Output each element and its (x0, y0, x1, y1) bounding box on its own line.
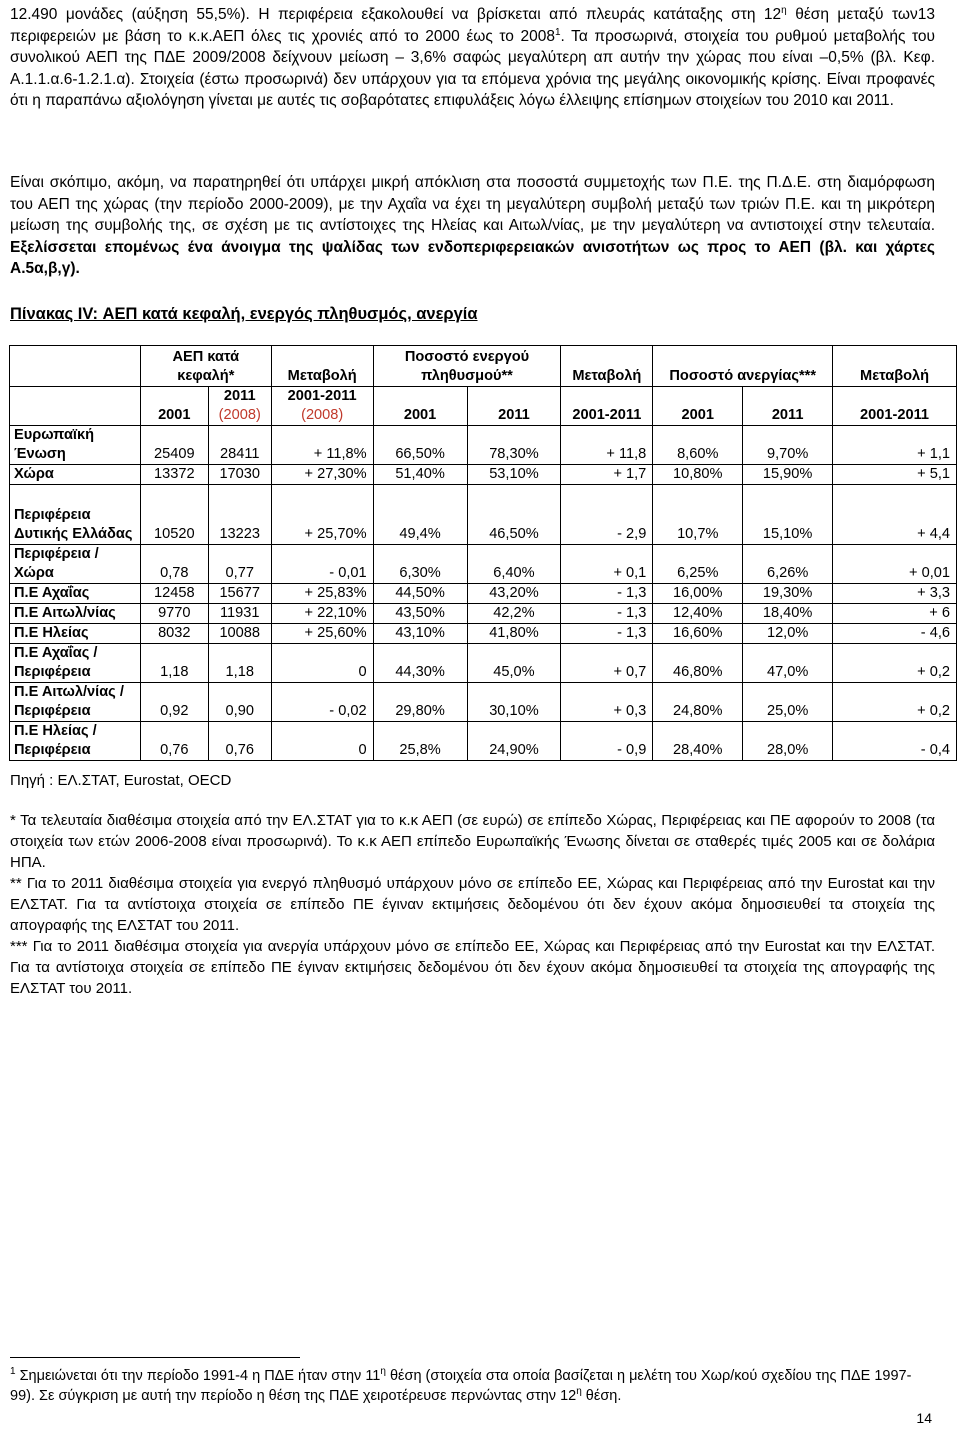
header-year-note: (2008) (218, 407, 261, 423)
table-notes (10, 810, 935, 999)
table-cell: - 0,02 (271, 683, 373, 722)
paragraph-gdp-ranking (10, 4, 935, 112)
row-label: Π.Ε Αχαΐας / Περιφέρεια (10, 644, 141, 683)
table-row (10, 624, 957, 644)
table-cell: 10,7% (653, 485, 743, 545)
table-cell: 43,20% (467, 584, 561, 604)
table-cell: 0,77 (208, 545, 271, 584)
header-year: 2011 (743, 387, 833, 426)
table-cell: - 1,3 (561, 624, 653, 644)
header-year-text: 2011 (223, 388, 256, 404)
header-change: Μεταβολή (561, 346, 653, 387)
table-cell: 44,30% (373, 644, 467, 683)
note-active-population: ** Για το 2011 διαθέσιμα στοιχεία για ενεργό πληθυσμό υπάρχουν μόνο σε επίπεδο ΕΕ, Χώρας και Περιφέρειας από την Eurostat και την ΕΛΣΤΑΤ. Για τα αντίστοιχα στοιχεία σε επίπεδο ΠΕ έγιναν εκτιμήσεις δεδομένου ότι δεν έχουν ακόμα δημοσιευθεί τα στοιχεία της απογραφής της ΕΛΣΤΑΤ του 2011. (10, 875, 935, 934)
table-cell: + 0,2 (833, 644, 957, 683)
table-cell: + 22,10% (271, 604, 373, 624)
table-cell: 15,10% (743, 485, 833, 545)
table-cell: 24,90% (467, 722, 561, 761)
table-cell: + 25,83% (271, 584, 373, 604)
header-empty (10, 387, 141, 426)
note-unemployment: *** Για το 2011 διαθέσιμα στοιχεία για ανεργία υπάρχουν μόνο σε επίπεδο ΕΕ, Χώρας και Περιφέρειας από την Eurostat και την ΕΛΣΤΑΤ. Για τα αντίστοιχα στοιχεία σε επίπεδο ΠΕ έγιναν εκτιμήσεις δεδομένου ότι δεν έχουν ακόμα δημοσιευθεί τα στοιχεία της απογραφής της ΕΛΣΤΑΤ του 2011. (10, 938, 935, 997)
table-cell: 0 (271, 722, 373, 761)
table-cell: + 0,1 (561, 545, 653, 584)
data-table (9, 345, 957, 761)
table-row (10, 485, 957, 545)
superscript: η (380, 1366, 386, 1378)
table-cell: - 1,3 (561, 604, 653, 624)
table-cell: + 1,1 (833, 426, 957, 465)
row-label: Π.Ε Αιτωλ/νίας (10, 604, 141, 624)
footnote-ref[interactable]: 1 (554, 26, 561, 38)
table-cell: + 25,60% (271, 624, 373, 644)
superscript: η (781, 4, 787, 16)
table-body (10, 426, 957, 761)
text-span: θέση μεταξύ των13 περιφερειών με βάση το κ.κ.ΑΕΠ όλες τις χρονιές από το 2000 έως το 2008 (10, 6, 935, 45)
table-cell: + 1,7 (561, 465, 653, 485)
header-period-text: 2001-2011 (287, 388, 357, 404)
table-cell: - 4,6 (833, 624, 957, 644)
text-span: . (560, 27, 565, 45)
header-gdp-per-capita: ΑΕΠ κατά κεφαλή* (140, 346, 271, 387)
table-source: Πηγή : ΕΛ.ΣΤΑΤ, Eurostat, OECD (10, 772, 232, 789)
table-cell: 1,18 (208, 644, 271, 683)
table-cell: 6,25% (653, 545, 743, 584)
table-row (10, 683, 957, 722)
row-label: Ευρωπαϊκή Ένωση (10, 426, 141, 465)
table-cell: 1,18 (140, 644, 208, 683)
table-cell: 45,0% (467, 644, 561, 683)
row-label: Π.Ε Αιτωλ/νίας / Περιφέρεια (10, 683, 141, 722)
table-cell: 25,8% (373, 722, 467, 761)
table-cell: 11931 (208, 604, 271, 624)
table-cell: 49,4% (373, 485, 467, 545)
table-cell: 16,00% (653, 584, 743, 604)
table-cell: 12,40% (653, 604, 743, 624)
text-span: Σημειώνεται ότι την περίοδο 1991-4 η ΠΔΕ ήταν στην 11 (15, 1368, 381, 1384)
table-cell: 13372 (140, 465, 208, 485)
bold-conclusion: Εξελίσσεται επομένως ένα άνοιγμα της ψαλίδας των ενδοπεριφερειακών ανισοτήτων ως προς το ΑΕΠ (βλ. και χάρτες Α.5α,β,γ). (10, 238, 935, 277)
table-cell: 15,90% (743, 465, 833, 485)
table-cell: 8,60% (653, 426, 743, 465)
table-cell: 28411 (208, 426, 271, 465)
table-cell: 0,92 (140, 683, 208, 722)
note-gdp: * Τα τελευταία διαθέσιμα στοιχεία από την ΕΛ.ΣΤΑΤ για το κ.κ ΑΕΠ (σε ευρώ) σε επίπεδο Χώρας, Περιφέρειας και ΠΕ αφορούν το 2008 (τα στοιχεία των ετών 2006-2008 είναι προσωρινά). Το κ.κ ΑΕΠ επίπεδο Ευρωπαϊκής Ένωσης δίνεται σε σταθερές τιμές 2005 και σε δολάρια ΗΠΑ. (10, 812, 935, 871)
row-label: Π.Ε Ηλείας / Περιφέρεια (10, 722, 141, 761)
table-cell: 15677 (208, 584, 271, 604)
table-cell: + 0,2 (833, 683, 957, 722)
header-active-population: Ποσοστό ενεργού πληθυσμού** (373, 346, 561, 387)
table-cell: 43,10% (373, 624, 467, 644)
table-cell: 19,30% (743, 584, 833, 604)
table-cell: - 2,9 (561, 485, 653, 545)
text-span: θέση. (581, 1388, 622, 1404)
table-cell: - 0,4 (833, 722, 957, 761)
table-cell: 6,26% (743, 545, 833, 584)
table-row (10, 722, 957, 761)
table-title: Πίνακας IV: ΑΕΠ κατά κεφαλή, ενεργός πληθυσμός, ανεργία (10, 305, 478, 323)
row-label: Χώρα (10, 465, 141, 485)
table-cell: 28,0% (743, 722, 833, 761)
table-cell: 12458 (140, 584, 208, 604)
row-label: Π.Ε Ηλείας (10, 624, 141, 644)
table-cell: + 27,30% (271, 465, 373, 485)
table-cell: + 0,3 (561, 683, 653, 722)
table-cell: 24,80% (653, 683, 743, 722)
table-cell: 0,90 (208, 683, 271, 722)
table-cell: 13223 (208, 485, 271, 545)
table-cell: - 0,9 (561, 722, 653, 761)
header-empty (10, 346, 141, 387)
table-row (10, 465, 957, 485)
header-row-2 (10, 387, 957, 426)
table-cell: 25,0% (743, 683, 833, 722)
table-cell: + 11,8% (271, 426, 373, 465)
table-cell: 10520 (140, 485, 208, 545)
table-cell: 25409 (140, 426, 208, 465)
table-cell: 18,40% (743, 604, 833, 624)
table-cell: + 0,7 (561, 644, 653, 683)
table-cell: + 5,1 (833, 465, 957, 485)
table-cell: 0,76 (140, 722, 208, 761)
header-period: 2001-2011 (833, 387, 957, 426)
table-row (10, 604, 957, 624)
table-cell: 8032 (140, 624, 208, 644)
table-cell: 12,0% (743, 624, 833, 644)
table-cell: 29,80% (373, 683, 467, 722)
header-year: 2001 (653, 387, 743, 426)
header-period (271, 387, 373, 426)
table-row (10, 644, 957, 683)
table-cell: 0 (271, 644, 373, 683)
footnote-divider (10, 1357, 300, 1358)
table-cell: 6,30% (373, 545, 467, 584)
text-span: θέση (στοιχεία στα οποία βασίζεται η μελέτη του Χωρ/κού σχεδίου της ΠΔΕ 1997-99). Σε σύγκριση με αυτή την περίοδο η θέση της ΠΔΕ χειροτέρευσε περνώντας στην 12 (10, 1368, 912, 1404)
table-cell: + 6 (833, 604, 957, 624)
table-cell: 66,50% (373, 426, 467, 465)
table-row (10, 426, 957, 465)
table-cell: + 3,3 (833, 584, 957, 604)
header-row-1 (10, 346, 957, 387)
table-cell: + 25,70% (271, 485, 373, 545)
footnote-marker: 1 (10, 1366, 16, 1378)
text-span: Τα προσωρινά, στοιχεία του ρυθμού μεταβολής του συνολικού ΑΕΠ της ΠΔΕ 2009/2008 δείχνουν μείωση – 3,6% σαφώς μεγαλύτερη απ αυτήν την χώρας που είναι –0,5% (βλ. Κεφ. Α.1.1.α.6-1.2.1.α). Στοιχεία (έστω προσωρινά) δεν υπάρχουν για τα επόμενα χρόνια της μεγάλης οικονομικής κρίσης. Είναι προφανές ότι η παραπάνω αξιολόγηση γίνεται με αυτές τις σοβαρότατες επιφυλάξεις λόγω έλλειψης επίσημων στοιχείων του 2010 και 2011. (10, 27, 935, 109)
table-cell: + 11,8 (561, 426, 653, 465)
table-cell: 53,10% (467, 465, 561, 485)
table-cell: 46,80% (653, 644, 743, 683)
row-label: Περιφέρεια / Χώρα (10, 545, 141, 584)
header-year: 2001 (140, 387, 208, 426)
table-cell: 10088 (208, 624, 271, 644)
header-year-2011 (208, 387, 271, 426)
header-period-note: (2008) (301, 407, 344, 423)
table-row (10, 584, 957, 604)
text-span: Είναι σκόπιμο, ακόμη, να παρατηρηθεί ότι υπάρχει μικρή απόκλιση στα ποσοστά συμμετοχής των Π.Ε. της Π.Δ.Ε. στη διαμόρφωση του ΑΕΠ της χώρας (την περίοδο 2000-2009), με την Αχαΐα να έχει τη μεγαλύτερη συμβολή μεταξύ των τριών Π.Ε. και τη μικρότερη μείωση της συμβολής της, σε σχέση με τις αντίστοιχες της Ηλείας και Αιτωλ/νίας, με την μεγαλύτερη να αντιστοιχεί στην τελευταία. (10, 174, 935, 234)
table-cell: - 0,01 (271, 545, 373, 584)
table-cell: 44,50% (373, 584, 467, 604)
row-label: Περιφέρεια Δυτικής Ελλάδας (10, 485, 141, 545)
table-cell: 9,70% (743, 426, 833, 465)
page-number: 14 (916, 1410, 932, 1426)
table-cell: 78,30% (467, 426, 561, 465)
table-row (10, 545, 957, 584)
header-unemployment: Ποσοστό ανεργίας*** (653, 346, 833, 387)
table-cell: 42,2% (467, 604, 561, 624)
row-label: Π.Ε Αχαΐας (10, 584, 141, 604)
table-cell: 0,76 (208, 722, 271, 761)
footnote (10, 1366, 935, 1406)
superscript: η (576, 1386, 582, 1398)
header-change: Μεταβολή (833, 346, 957, 387)
table-cell: 28,40% (653, 722, 743, 761)
table-cell: 0,78 (140, 545, 208, 584)
table-cell: 41,80% (467, 624, 561, 644)
table-cell: 10,80% (653, 465, 743, 485)
table-cell: 43,50% (373, 604, 467, 624)
header-period: 2001-2011 (561, 387, 653, 426)
header-year: 2001 (373, 387, 467, 426)
table-cell: - 1,3 (561, 584, 653, 604)
table-cell: 46,50% (467, 485, 561, 545)
table-cell: 6,40% (467, 545, 561, 584)
table-cell: + 0,01 (833, 545, 957, 584)
text-span: 12.490 μονάδες (αύξηση 55,5%). Η περιφέρεια εξακολουθεί να βρίσκεται από πλευράς κατάταξης στη 12 (10, 6, 782, 23)
header-year: 2011 (467, 387, 561, 426)
table-cell: 16,60% (653, 624, 743, 644)
paragraph-regional-share (10, 172, 935, 280)
table-cell: 17030 (208, 465, 271, 485)
table-cell: 51,40% (373, 465, 467, 485)
table-cell: 30,10% (467, 683, 561, 722)
table-cell: 9770 (140, 604, 208, 624)
table-cell: + 4,4 (833, 485, 957, 545)
header-change: Μεταβολή (271, 346, 373, 387)
table-cell: 47,0% (743, 644, 833, 683)
